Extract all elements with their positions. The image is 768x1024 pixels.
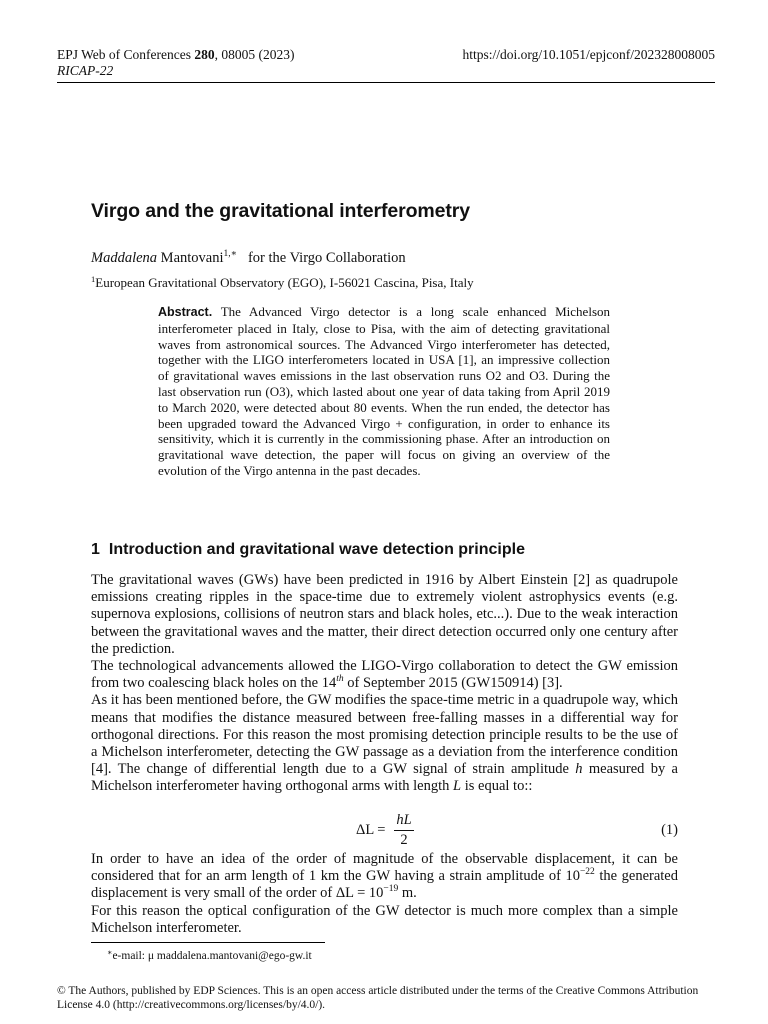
section-heading	[91, 541, 525, 559]
paragraph	[91, 692, 678, 795]
exponent: −22	[579, 867, 595, 878]
equation	[356, 812, 436, 848]
equation-fraction	[394, 812, 414, 849]
paragraph-text: The technological advancements allowed the LIGO-Virgo collaboration to detect the GW emission from two coalescing black holes on the 14	[91, 658, 678, 692]
ordinal-superscript: th	[336, 674, 344, 685]
footnote-rule	[91, 942, 325, 943]
author-last-name: Mantovani	[157, 250, 224, 266]
article-number: , 08005 (2023)	[214, 47, 295, 62]
affiliation	[91, 275, 474, 291]
conference-name: RICAP-22	[57, 63, 114, 78]
equation-lhs: ΔL =	[356, 822, 386, 838]
journal-volume: 280	[194, 47, 215, 62]
affiliation-text: European Gravitational Observatory (EGO), I-56021 Cascina, Pisa, Italy	[95, 275, 474, 290]
journal-citation	[57, 47, 295, 63]
body-text-lower	[91, 851, 678, 937]
paper-title: Virgo and the gravitational interferometry	[91, 200, 471, 222]
copyright-notice: © The Authors, published by EDP Sciences. This is an open access article distributed under the terms of the Creative Commons Attribution License 4.0 (http://creativecommons.org/licenses/by/4.0/).	[57, 985, 699, 1011]
author-marks: 1,∗	[223, 249, 238, 259]
doi-link[interactable]: https://doi.org/10.1051/epjconf/202328008005	[462, 47, 715, 62]
section-title: Introduction and gravitational wave detection principle	[108, 541, 525, 558]
footnote	[107, 950, 312, 962]
paragraph-text: As it has been mentioned before, the GW modifies the space-time metric in a quadrupole way, which means that modifies the distance measured between free-falling masses in a differential way for orthogonal directions. For this reason the most promising detection principle results to be the use of a Michelson interferometer, detecting the GW passage as a deviation from the interference condition [4]. The change of differential length due to a GW signal of strain amplitude	[91, 692, 678, 778]
equation-row	[91, 812, 678, 848]
paragraph: The gravitational waves (GWs) have been predicted in 1916 by Albert Einstein [2] as quadrupole emissions creating ripples in the space-time due to extremely violent astrophysics events (e.g. supernova explosions, collisions of neutron stars and black holes, etc...). Due to the weak interaction between the gravitational waves and the matter, their direct detection occurred only one century after the prediction.	[91, 572, 678, 657]
footnote-mark: ∗	[107, 948, 113, 957]
paragraph-text: of September 2015 (GW150914) [3].	[343, 675, 563, 692]
journal-name: EPJ Web of Conferences	[57, 47, 195, 62]
fraction-bar	[394, 830, 414, 831]
paragraph: For this reason the optical configuration of the GW detector is much more complex than a simple Michelson interferometer.	[91, 902, 678, 936]
collaboration-name: for the Virgo Collaboration	[247, 250, 406, 266]
symbol-h: h	[575, 761, 583, 778]
exponent: −19	[383, 884, 399, 895]
author-line	[91, 250, 406, 267]
affiliation-mark: 1	[91, 274, 96, 284]
fraction-numerator: hL	[396, 812, 412, 828]
running-header-left	[57, 47, 295, 79]
footnote-text: e-mail: μ maddalena.mantovani@ego-gw.it	[112, 950, 312, 962]
body-text-upper	[91, 572, 678, 796]
symbol-L: L	[453, 778, 462, 795]
abstract-text: The Advanced Virgo detector is a long scale enhanced Michelson interferometer placed in Italy, close to Pisa, with the aim of detecting gravitational waves from astronomical sources. The Advanced Virgo interferometer has detected, together with the LIGO interferometers located in USA [1], an impressive collection of gravitational waves emissions in the last observation runs O2 and O3. During the last observation run (O3), which lasted about one year of data taking from April 2019 to March 2020, were detected about 80 events. When the run ended, the detector has been upgraded toward the Advanced Virgo + configuration, in order to enhance its sensitivity, which it is currently in the commissioning phase. After an introduction on gravitational wave detection, the paper will focus on giving an overview of the evolution of the Virgo antenna in the past decades.	[158, 304, 610, 478]
abstract-label: Abstract.	[158, 305, 213, 319]
paragraph-text: the generated displacement is very small of the order of ΔL = 10	[91, 868, 678, 902]
paragraph-text: m.	[398, 885, 417, 902]
paragraph-text: In order to have an idea of the order of magnitude of the observable displacement, it can be considered that for an arm length of 1 km the GW having a strain amplitude of 10	[91, 851, 678, 885]
abstract	[158, 304, 610, 479]
section-number: 1	[91, 541, 100, 558]
equation-number: (1)	[661, 822, 678, 838]
paragraph	[91, 851, 678, 903]
header-rule	[57, 82, 715, 83]
paragraph-text: is equal to::	[461, 778, 533, 795]
paragraph-text: measured by a Michelson interferometer having orthogonal arms with length	[91, 761, 678, 795]
author-first-name: Maddalena	[91, 250, 158, 266]
fraction-denominator: 2	[400, 832, 408, 848]
paragraph	[91, 658, 678, 692]
